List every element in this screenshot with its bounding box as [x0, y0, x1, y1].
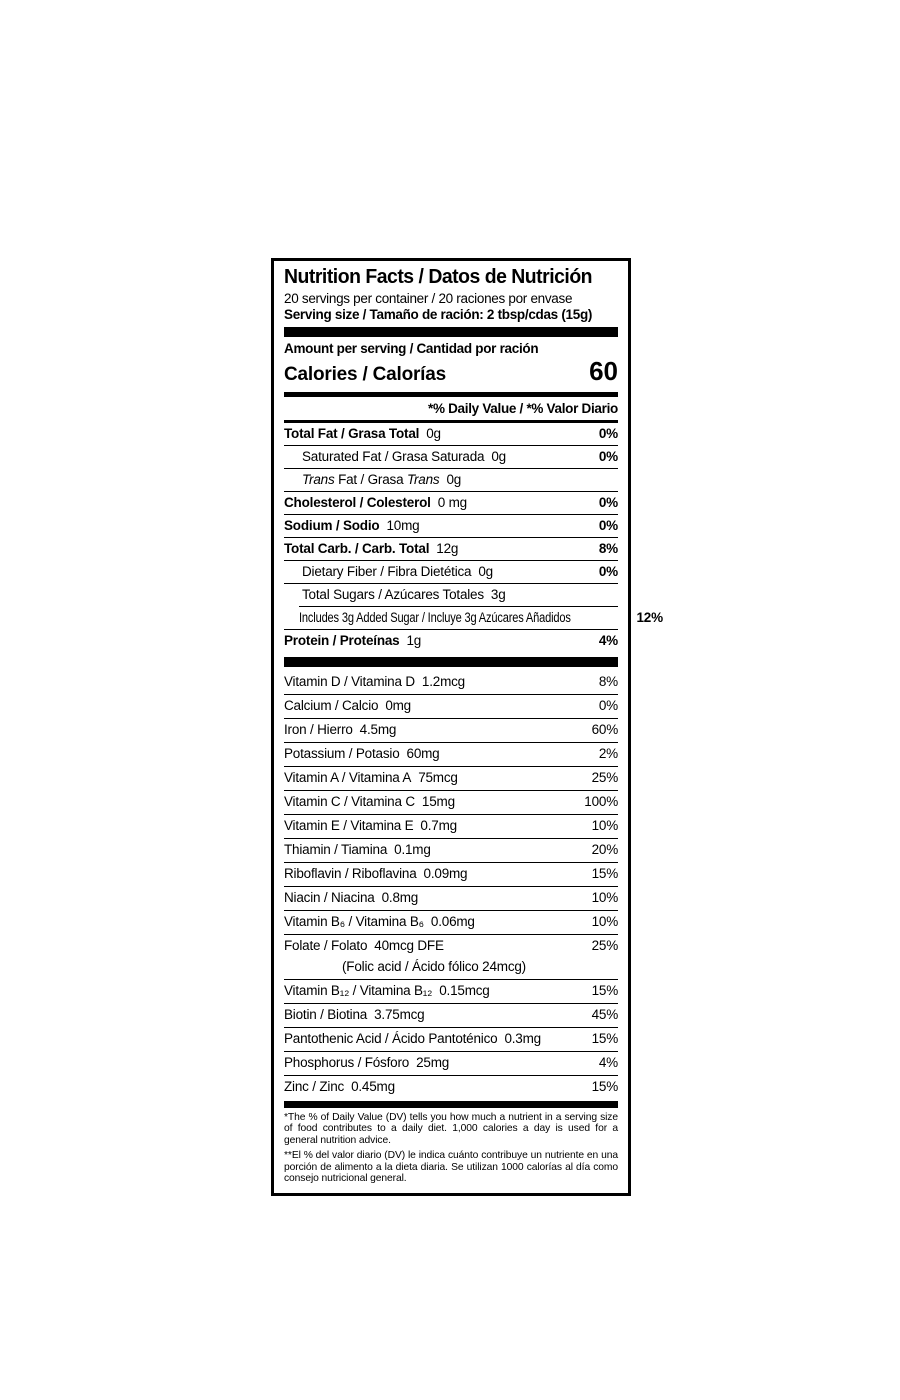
nutrient-dv: 4% — [598, 632, 618, 648]
vitamin-dv: 10% — [591, 818, 618, 833]
vitamin-name: Vitamin B₁₂ / Vitamina B₁₂ — [284, 983, 433, 998]
vitamin-amount: 0.45mg — [351, 1079, 395, 1094]
nutrient-name: Sodium / Sodio — [284, 517, 380, 533]
vitamin-dv: 20% — [591, 842, 618, 857]
nutrient-row-cholesterol — [284, 491, 618, 514]
vitamin-amount: 4.5mg — [359, 722, 397, 737]
vitamin-row-iron — [284, 718, 618, 742]
nutrient-row-total-carb — [284, 537, 618, 560]
nutrient-name: Total Carb. / Carb. Total — [284, 540, 430, 556]
vitamin-name: Pantothenic Acid / Ácido Pantoténico — [284, 1031, 498, 1046]
vitamin-amount: 1.2mcg — [421, 674, 465, 689]
servings-per-container: 20 servings per container / 20 raciones por envase — [284, 291, 573, 306]
nutrient-name: Dietary Fiber / Fibra Dietética — [302, 563, 472, 579]
vitamin-amount: 0.7mg — [420, 818, 457, 833]
vitamin-row-biotin — [284, 1003, 618, 1027]
vitamin-row-niacin — [284, 886, 618, 910]
divider-thick-top — [284, 327, 618, 337]
vitamin-name: Vitamin B₆ / Vitamina B₆ — [284, 914, 424, 929]
vitamin-amount: 0.09mg — [423, 866, 468, 881]
calories-value: 60 — [589, 355, 618, 386]
nutrient-amount: 0g — [491, 448, 506, 464]
folate-folic-acid-detail: (Folic acid / Ácido fólico 24mcg) — [342, 959, 526, 974]
nutrient-amount: 0g — [478, 563, 493, 579]
vitamin-dv: 4% — [598, 1055, 618, 1070]
vitamin-row-vitamin-c — [284, 790, 618, 814]
vitamin-name: Thiamin / Tiamina — [284, 842, 388, 857]
label-title: Nutrition Facts / Datos de Nutrición — [284, 266, 593, 288]
nutrient-name: Trans Fat / Grasa Trans — [302, 471, 440, 487]
divider-thick-footnote — [284, 1101, 618, 1108]
vitamin-amount: 60mg — [406, 746, 440, 761]
nutrient-dv: 0% — [598, 448, 618, 464]
nutrient-row-sodium — [284, 514, 618, 537]
vitamin-dv: 15% — [591, 1031, 618, 1046]
vitamin-name: Phosphorus / Fósforo — [284, 1055, 410, 1070]
nutrient-row-total-fat — [284, 423, 618, 445]
vitamin-name: Folate / Folato — [284, 938, 368, 953]
vitamin-row-thiamin — [284, 838, 618, 862]
nutrient-dv: 8% — [598, 540, 618, 556]
vitamin-dv: 15% — [591, 1079, 618, 1094]
vitamin-name: Zinc / Zinc — [284, 1079, 345, 1094]
divider-thick-vitamins — [284, 657, 618, 667]
vitamin-row-vitamin-e — [284, 814, 618, 838]
nutrient-amount: 1g — [406, 632, 422, 648]
nutrient-row-saturated-fat — [284, 445, 618, 468]
vitamin-amount: 3.75mcg — [374, 1007, 425, 1022]
vitamin-row-potassium — [284, 742, 618, 766]
nutrient-dv: 0% — [598, 563, 618, 579]
vitamin-dv: 2% — [598, 746, 618, 761]
nutrient-dv: 0% — [598, 425, 618, 441]
nutrient-amount: 0 mg — [437, 494, 467, 510]
vitamin-name: Biotin / Biotina — [284, 1007, 368, 1022]
vitamin-amount: 0mg — [385, 698, 411, 713]
nutrient-amount: 0g — [446, 471, 462, 487]
vitamin-dv: 45% — [591, 1007, 618, 1022]
vitamin-row-pantothenic-acid — [284, 1027, 618, 1051]
vitamin-amount: 40mcg DFE — [374, 938, 444, 953]
vitamin-name: Riboflavin / Riboflavina — [284, 866, 417, 881]
vitamin-dv: 10% — [591, 890, 618, 905]
nutrient-name: Cholesterol / Colesterol — [284, 494, 431, 510]
vitamin-name: Vitamin A / Vitamina A — [284, 770, 412, 785]
nutrient-amount: 10mg — [386, 517, 420, 533]
vitamin-dv: 60% — [591, 722, 618, 737]
nutrient-name: Saturated Fat / Grasa Saturada — [302, 448, 485, 464]
vitamin-row-vitamin-b6 — [284, 910, 618, 934]
nutrient-name: Total Sugars / Azúcares Totales — [302, 586, 484, 602]
vitamin-name: Calcium / Calcio — [284, 698, 379, 713]
vitamin-row-vitamin-b12 — [284, 979, 618, 1003]
vitamin-dv: 15% — [591, 983, 618, 998]
vitamin-row-riboflavin — [284, 862, 618, 886]
nutrient-amount: 0g — [426, 425, 441, 441]
vitamin-dv: 10% — [591, 914, 618, 929]
calories-row — [284, 357, 618, 390]
vitamin-name: Vitamin C / Vitamina C — [284, 794, 415, 809]
vitamin-dv: 15% — [591, 866, 618, 881]
vitamin-dv: 25% — [591, 938, 618, 953]
nutrient-name: Includes 3g Added Sugar / Incluye 3g Azúcares Añadidos — [299, 609, 571, 625]
vitamin-row-vitamin-d — [284, 671, 618, 694]
vitamin-name: Iron / Hierro — [284, 722, 353, 737]
vitamin-dv: 8% — [598, 674, 618, 689]
vitamin-amount: 25mg — [416, 1055, 450, 1070]
vitamin-amount: 0.1mg — [394, 842, 431, 857]
serving-size: Serving size / Tamaño de ración: 2 tbsp/cdas (15g) — [284, 306, 593, 322]
nutrient-name: Total Fat / Grasa Total — [284, 425, 420, 441]
vitamin-row-vitamin-a — [284, 766, 618, 790]
vitamin-name: Niacin / Niacina — [284, 890, 375, 905]
vitamin-dv: 0% — [598, 698, 618, 713]
vitamin-row-phosphorus — [284, 1051, 618, 1075]
vitamin-amount: 0.3mg — [504, 1031, 541, 1046]
nutrient-row-added-sugars — [299, 606, 663, 629]
vitamin-row-calcium — [284, 694, 618, 718]
vitamin-dv: 100% — [584, 794, 618, 809]
nutrient-row-dietary-fiber — [284, 560, 618, 583]
vitamin-name: Vitamin E / Vitamina E — [284, 818, 414, 833]
vitamin-amount: 75mcg — [418, 770, 458, 785]
vitamin-name: Vitamin D / Vitamina D — [284, 674, 415, 689]
vitamin-amount: 0.06mg — [430, 914, 475, 929]
vitamin-amount: 0.8mg — [381, 890, 419, 905]
nutrient-dv: 0% — [598, 494, 618, 510]
vitamin-amount: 15mg — [421, 794, 455, 809]
amount-per-serving: Amount per serving / Cantidad por ración — [284, 341, 539, 356]
vitamin-name: Potassium / Potasio — [284, 746, 400, 761]
vitamin-amount: 0.15mcg — [439, 983, 490, 998]
footnote-spanish: **El % del valor diario (DV) le indica cuánto contribuye un nutriente en una porción de alimento a la dieta diaria. Se utilizan 1000 calorías al día como consejo nutricional general. — [284, 1150, 618, 1185]
calories-label: Calories / Calorías — [284, 363, 446, 385]
vitamin-dv: 25% — [591, 770, 618, 785]
daily-value-header: *% Daily Value / *% Valor Diario — [284, 397, 618, 423]
nutrient-amount: 12g — [436, 540, 459, 556]
nutrient-dv: 0% — [598, 517, 618, 533]
nutrient-amount: 3g — [490, 586, 506, 602]
nutrient-row-protein — [284, 629, 618, 652]
vitamin-row-folate — [284, 934, 618, 979]
nutrition-facts-label — [271, 258, 663, 1196]
nutrient-row-total-sugars — [284, 583, 618, 606]
nutrient-dv: 12% — [636, 609, 663, 625]
vitamin-row-zinc — [284, 1075, 618, 1099]
nutrient-row-trans-fat — [284, 468, 618, 491]
footnote-english: *The % of Daily Value (DV) tells you how much a nutrient in a serving size of food contributes to a daily diet. 1,000 calories a day is used for a general nutrition advice. — [284, 1111, 618, 1146]
nutrient-name: Protein / Proteínas — [284, 632, 400, 648]
